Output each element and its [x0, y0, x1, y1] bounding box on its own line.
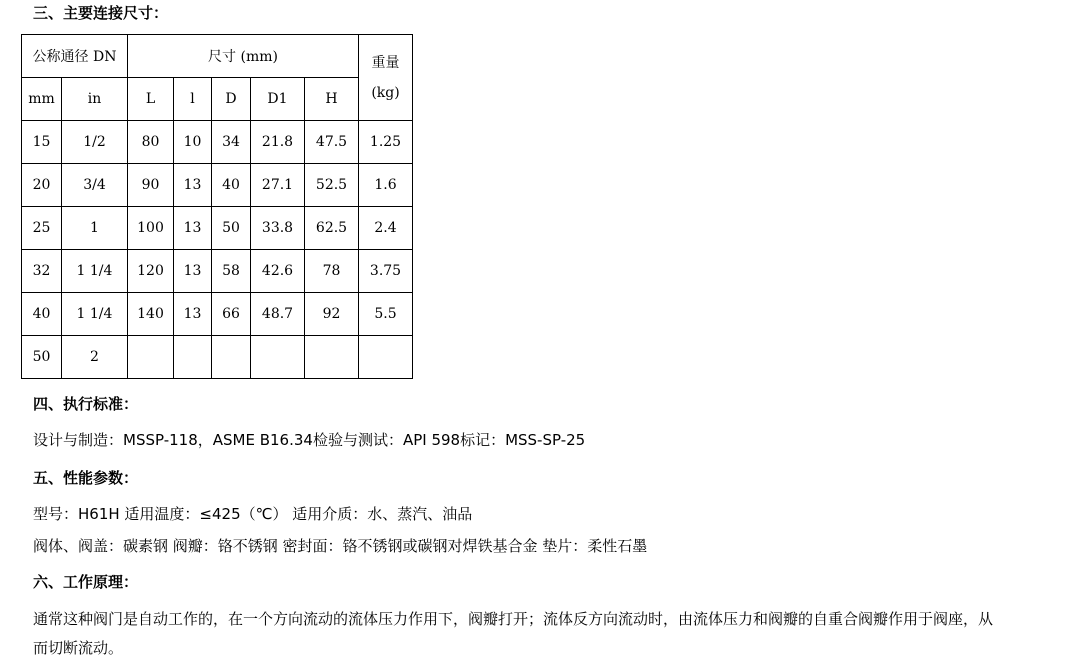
table-cell: [128, 336, 174, 379]
table-cell: 1 1/4: [62, 250, 128, 293]
table-cell: 52.5: [305, 164, 359, 207]
standards-text: 设计与制造：MSSP-118，ASME B16.34检验与测试：API 598标记：MSS-SP-25: [33, 431, 586, 449]
header-H: H: [305, 78, 359, 121]
table-cell: 20: [22, 164, 62, 207]
table-cell: 3/4: [62, 164, 128, 207]
table-cell: 2.4: [359, 207, 413, 250]
table-cell: 1/2: [62, 121, 128, 164]
header-in: in: [62, 78, 128, 121]
table-cell: 1.6: [359, 164, 413, 207]
table-cell: 13: [174, 250, 212, 293]
section-title-principle: 六、工作原理：: [33, 573, 139, 591]
table-cell: 80: [128, 121, 174, 164]
table-cell: 1.25: [359, 121, 413, 164]
table-cell: 40: [212, 164, 251, 207]
table-cell: [212, 336, 251, 379]
table-cell: 33.8: [251, 207, 305, 250]
table-cell: 78: [305, 250, 359, 293]
table-cell: 50: [212, 207, 251, 250]
table-cell: 34: [212, 121, 251, 164]
header-weight-label: 重量: [371, 54, 400, 71]
table-cell: 48.7: [251, 293, 305, 336]
table-cell: [305, 336, 359, 379]
table-cell: 10: [174, 121, 212, 164]
header-size-mm: 尺寸 (mm): [128, 35, 359, 78]
table-cell: 50: [22, 336, 62, 379]
table-row: [22, 293, 413, 336]
table-cell: 100: [128, 207, 174, 250]
principle-line-1: 通常这种阀门是自动工作的，在一个方向流动的流体压力作用下，阀瓣打开；流体反方向流动时，由流体压力和阀瓣的自重合阀瓣作用于阀座，从: [33, 610, 994, 628]
header-D: D: [212, 78, 251, 121]
table-cell: 27.1: [251, 164, 305, 207]
table-cell: 13: [174, 207, 212, 250]
section-title-standards: 四、执行标准：: [33, 395, 139, 413]
header-nominal-diameter: 公称通径 DN: [22, 35, 128, 78]
table-cell: 13: [174, 164, 212, 207]
table-cell: 32: [22, 250, 62, 293]
table-cell: 15: [22, 121, 62, 164]
table-cell: 47.5: [305, 121, 359, 164]
header-weight: [359, 35, 413, 121]
table-cell: 3.75: [359, 250, 413, 293]
table-row: [22, 336, 413, 379]
table-row: [22, 207, 413, 250]
table-row: [22, 250, 413, 293]
table-cell: 140: [128, 293, 174, 336]
header-D1: D1: [251, 78, 305, 121]
table-subheader-row: [22, 78, 413, 121]
table-cell: 2: [62, 336, 128, 379]
table-cell: 1 1/4: [62, 293, 128, 336]
table-cell: 62.5: [305, 207, 359, 250]
header-weight-unit: (kg): [371, 84, 400, 101]
table-cell: [251, 336, 305, 379]
table-header-row: [22, 35, 413, 78]
table-row: [22, 164, 413, 207]
table-cell: 90: [128, 164, 174, 207]
table-cell: [174, 336, 212, 379]
principle-line-2: 而切断流动。: [33, 639, 124, 657]
table-row: [22, 121, 413, 164]
table-cell: 58: [212, 250, 251, 293]
header-mm: mm: [22, 78, 62, 121]
section-title-dimensions: 三、主要连接尺寸：: [33, 4, 169, 22]
table-cell: 40: [22, 293, 62, 336]
table-cell: 21.8: [251, 121, 305, 164]
table-cell: [359, 336, 413, 379]
section-title-performance: 五、性能参数：: [33, 469, 139, 487]
dimension-table: [21, 34, 413, 379]
table-cell: 120: [128, 250, 174, 293]
table-cell: 5.5: [359, 293, 413, 336]
table-cell: 42.6: [251, 250, 305, 293]
table-cell: 13: [174, 293, 212, 336]
table-cell: 92: [305, 293, 359, 336]
performance-line-2: 阀体、阀盖：碳素钢 阀瓣：铬不锈钢 密封面：铬不锈钢或碳钢对焊铁基合金 垫片：柔性石墨: [33, 537, 648, 555]
table-cell: 66: [212, 293, 251, 336]
table-cell: 1: [62, 207, 128, 250]
header-L: L: [128, 78, 174, 121]
header-l: l: [174, 78, 212, 121]
performance-line-1: 型号：H61H 适用温度：≤425（℃） 适用介质：水、蒸汽、油品: [33, 505, 473, 523]
table-cell: 25: [22, 207, 62, 250]
